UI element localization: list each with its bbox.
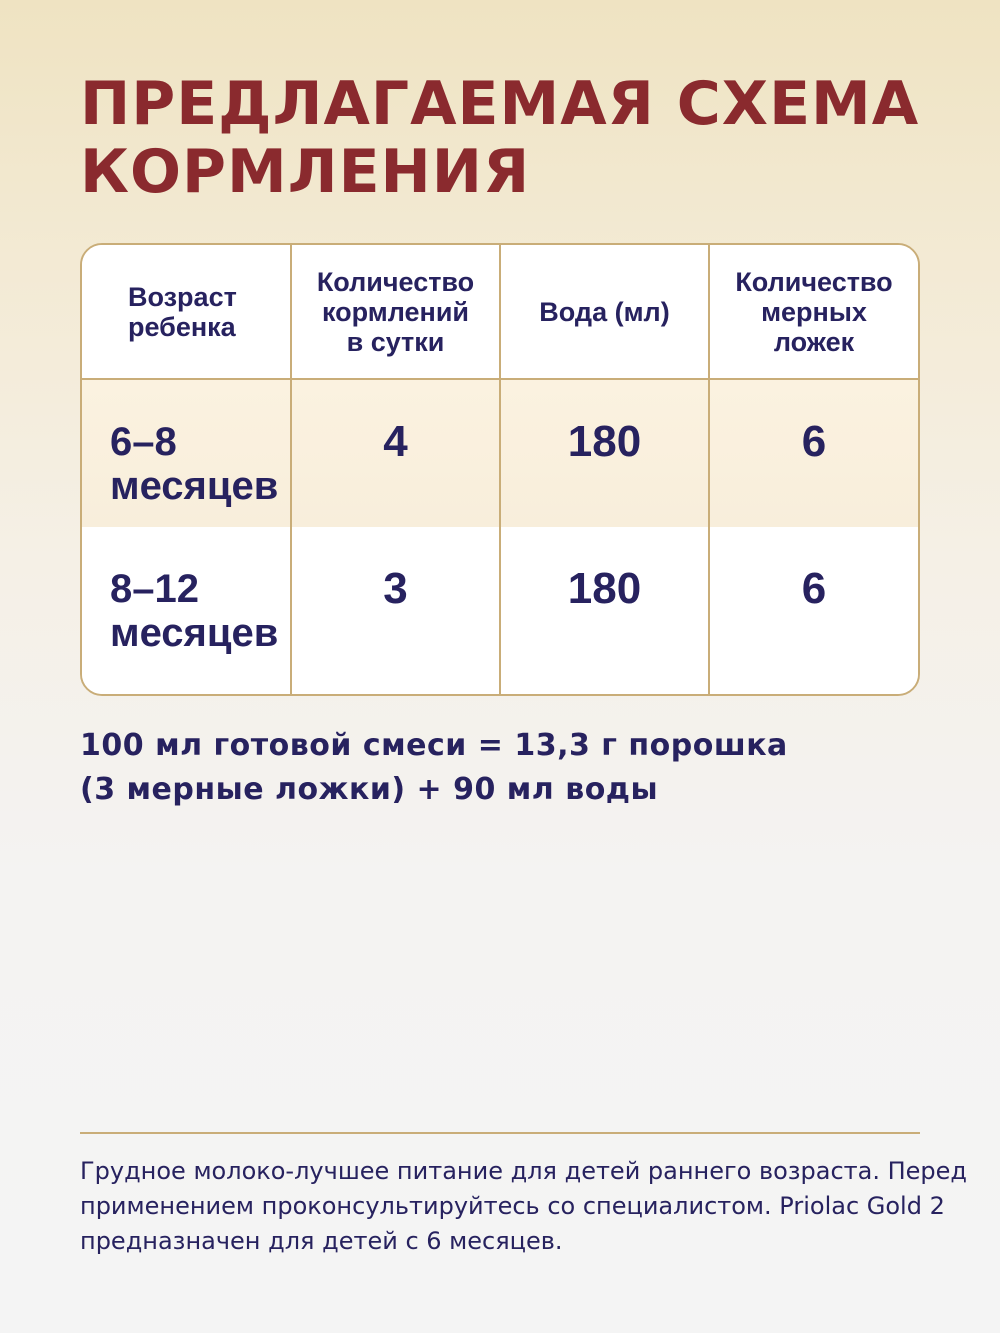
cell-age-unit: месяцев: [110, 611, 279, 655]
disclaimer-line-3: предназначен для детей с 6 месяцев.: [80, 1227, 563, 1255]
header-age: [82, 245, 291, 379]
page-title-line-2: КОРМЛЕНИЯ: [80, 137, 531, 207]
cell-spoons: 6: [801, 564, 827, 613]
header-spoons-line-1: Количество: [735, 266, 893, 297]
preparation-formula: [80, 724, 940, 812]
cell-feedings: 3: [291, 527, 500, 694]
table-row: [82, 527, 918, 694]
cell-age: [82, 527, 291, 694]
header-feedings-line-2: кормлений: [321, 296, 470, 327]
header-age-line-1: Возраст: [128, 281, 237, 312]
cell-age-range: 8–12: [110, 567, 199, 611]
header-spoons-line-2: мерных: [761, 296, 867, 327]
header-spoons-line-3: ложек: [773, 326, 855, 357]
disclaimer-line-2: применением проконсультируйтесь со специалистом. Priolac Gold 2: [80, 1192, 945, 1220]
header-water-line-1: Вода (мл): [539, 296, 670, 327]
header-water: [500, 245, 709, 379]
feeding-schedule-table: [80, 243, 920, 696]
page-title: [80, 70, 940, 206]
cell-feedings: 4: [291, 379, 500, 527]
disclaimer-text: [80, 1154, 968, 1259]
cell-water: 180: [500, 379, 709, 527]
table-row: [82, 379, 918, 527]
header-age-line-2: ребенка: [128, 311, 236, 342]
header-feedings-line-3: в сутки: [346, 326, 445, 357]
header-feedings: [291, 245, 500, 379]
table-header-row: [82, 245, 918, 379]
header-feedings-line-1: Количество: [316, 266, 475, 297]
cell-spoons: 6: [801, 417, 827, 466]
header-spoons: [709, 245, 918, 379]
divider: [80, 1132, 920, 1134]
cell-age-range: 6–8: [110, 420, 177, 464]
cell-age-unit: месяцев: [110, 464, 279, 508]
formula-line-2: (3 мерные ложки) + 90 мл воды: [80, 772, 659, 807]
formula-line-1: 100 мл готовой смеси = 13,3 г порошка: [80, 728, 788, 763]
cell-age: [82, 379, 291, 527]
cell-water: 180: [500, 527, 709, 694]
page-title-line-1: ПРЕДЛАГАЕМАЯ СХЕМА: [80, 69, 920, 139]
disclaimer-line-1: Грудное молоко-лучшее питание для детей раннего возраста. Перед: [80, 1157, 968, 1185]
